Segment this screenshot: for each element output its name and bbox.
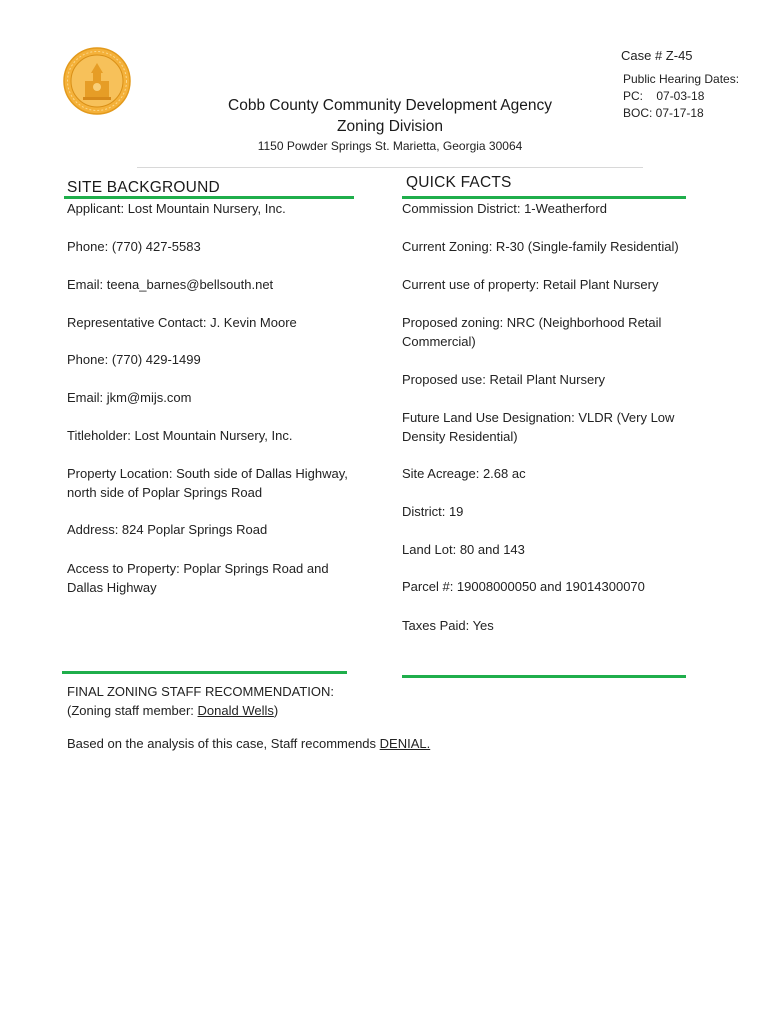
representative-phone: Phone: (770) 429-1499 [67,352,201,367]
division-name: Zoning Division [337,118,443,135]
boc-date: BOC: 07-17-18 [623,106,704,120]
future-land-use [402,409,674,446]
recommendation-prefix: Based on the analysis of this case, Staff recommends [67,736,380,751]
case-number: Case # Z-45 [621,48,693,63]
property-location [67,465,348,502]
hearing-dates [623,71,739,122]
proposed-zoning [402,314,661,351]
staff-member-line [67,702,334,721]
future-land-use-line2: Density Residential) [402,428,518,444]
district: District: 19 [402,504,464,519]
property-access [67,560,329,597]
property-address: Address: 824 Poplar Springs Road [67,522,268,537]
titleholder: Titleholder: Lost Mountain Nursery, Inc. [67,428,293,443]
agency-title [180,95,600,137]
property-access-line2: Dallas Highway [67,579,157,595]
recommendation-block [67,683,334,720]
recommendation-divider-left [62,671,347,674]
hearing-label: Public Hearing Dates: [623,72,740,86]
representative-contact: Representative Contact: J. Kevin Moore [67,315,297,330]
proposed-zoning-line1: Proposed zoning: NRC (Neighborhood Retail [402,315,662,330]
applicant: Applicant: Lost Mountain Nursery, Inc. [67,201,286,216]
property-location-line1: Property Location: South side of Dallas Highway, [67,466,348,481]
site-acreage: Site Acreage: 2.68 ac [402,466,526,481]
current-zoning: Current Zoning: R-30 (Single-family Residential) [402,239,679,254]
quick-facts-underline [402,196,686,199]
parcel-number: Parcel #: 19008000050 and 19014300070 [402,579,645,594]
taxes-paid: Taxes Paid: Yes [402,618,494,633]
site-background-title: SITE BACKGROUND [67,179,220,196]
pc-date: PC: 07-03-18 [623,89,705,103]
agency-address: 1150 Powder Springs St. Marietta, Georgia 30064 [257,139,523,153]
recommendation-text [67,735,430,754]
recommendation-decision: DENIAL. [379,736,431,751]
land-lot: Land Lot: 80 and 143 [402,542,525,557]
county-seal-icon [63,47,131,115]
staff-suffix: ) [273,702,279,718]
applicant-phone: Phone: (770) 427-5583 [67,239,201,254]
quick-facts-title: QUICK FACTS [406,174,512,191]
current-use: Current use of property: Retail Plant Nursery [402,277,659,292]
recommendation-title: FINAL ZONING STAFF RECOMMENDATION: [67,684,334,699]
applicant-email: Email: teena_barnes@bellsouth.net [67,277,274,292]
site-background-underline [64,196,354,199]
recommendation-divider-right [402,675,686,678]
property-access-line1: Access to Property: Poplar Springs Road and [67,561,329,576]
proposed-zoning-line2: Commercial) [402,333,476,349]
staff-prefix: (Zoning staff member: [67,702,198,718]
header-divider [137,167,643,168]
agency-name: Cobb County Community Development Agency [228,97,552,114]
property-location-line2: north side of Poplar Springs Road [67,484,263,500]
staff-name: Donald Wells [197,702,274,718]
representative-email: Email: jkm@mijs.com [67,390,192,405]
proposed-use: Proposed use: Retail Plant Nursery [402,372,606,387]
commission-district: Commission District: 1-Weatherford [402,201,607,216]
future-land-use-line1: Future Land Use Designation: VLDR (Very Low [402,410,675,425]
